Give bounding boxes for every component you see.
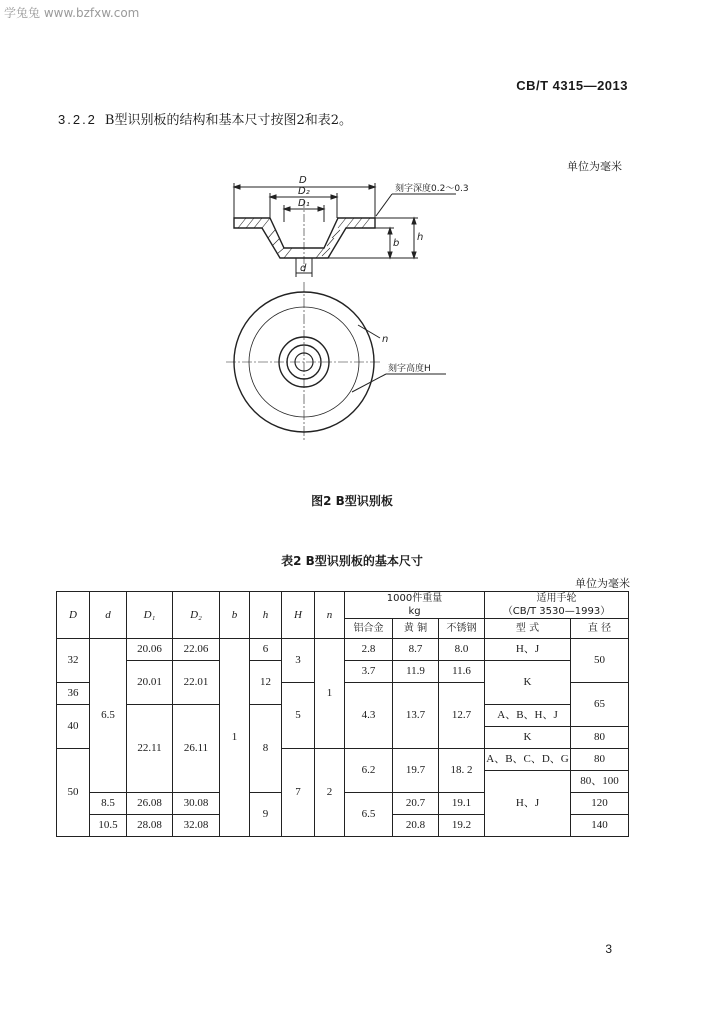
- cell-diameter: 140: [571, 815, 629, 837]
- cell-stainless: 19.2: [439, 815, 485, 837]
- cell-D2: 22.06: [173, 639, 220, 661]
- cell-aluminum: 4.3: [345, 683, 393, 749]
- table-unit-note: 单位为毫米: [575, 577, 630, 590]
- cell-type: H、J: [485, 639, 571, 661]
- clause-text: B型识别板的结构和基本尺寸按图2和表2。: [104, 113, 353, 128]
- cell-type: A、B、H、J: [485, 705, 571, 727]
- header-type: 型 式: [485, 619, 571, 639]
- cell-D2: 26.11: [173, 705, 220, 793]
- section-hatching-left: [238, 218, 292, 258]
- cell-d: 6.5: [90, 639, 127, 793]
- watermark: 学兔兔 www.bzfxw.com: [4, 6, 140, 20]
- cell-h: 6: [250, 639, 282, 661]
- label-n: n: [382, 334, 389, 345]
- label-b: b: [393, 238, 400, 249]
- clause-number: 3.2.2: [58, 112, 97, 127]
- header-D1: D₁: [127, 592, 173, 639]
- cell-type: K: [485, 727, 571, 749]
- header-weight: 1000件重量: [386, 593, 443, 604]
- header-weight-unit: kg: [408, 606, 421, 617]
- cell-type: H、J: [485, 771, 571, 837]
- cell-D2: 30.08: [173, 793, 220, 815]
- cell-D: 40: [57, 705, 90, 749]
- cell-diameter: 80、100: [571, 771, 629, 793]
- cell-D1: 26.08: [127, 793, 173, 815]
- engrave-depth-leader: [376, 194, 392, 216]
- label-D2: D₂: [298, 186, 310, 197]
- cell-d: 8.5: [90, 793, 127, 815]
- cell-brass: 11.9: [393, 661, 439, 683]
- cell-brass: 20.7: [393, 793, 439, 815]
- section-hatching-right: [316, 218, 370, 258]
- cell-D1: 28.08: [127, 815, 173, 837]
- label-engrave-height: 刻字高度H: [388, 364, 431, 374]
- header-H: H: [282, 592, 315, 639]
- label-D: D: [299, 175, 307, 186]
- header-handwheel-group: [485, 592, 629, 619]
- cell-stainless: 11.6: [439, 661, 485, 683]
- cell-aluminum: 6.5: [345, 793, 393, 837]
- label-D1: D₁: [298, 198, 310, 209]
- cell-diameter: 120: [571, 793, 629, 815]
- cell-diameter: 50: [571, 639, 629, 683]
- cell-D1: 22.11: [127, 705, 173, 793]
- header-h: h: [250, 592, 282, 639]
- cell-aluminum: 6.2: [345, 749, 393, 793]
- header-d: d: [90, 592, 127, 639]
- header-D2: D₂: [173, 592, 220, 639]
- cell-H: 3: [282, 639, 315, 683]
- cell-h: 12: [250, 661, 282, 705]
- cell-stainless: 19.1: [439, 793, 485, 815]
- cell-D: 36: [57, 683, 90, 705]
- label-d: d: [300, 263, 307, 274]
- cell-stainless: 8.0: [439, 639, 485, 661]
- header-brass: 黄 铜: [393, 619, 439, 639]
- header-handwheel: 适用手轮: [536, 593, 577, 604]
- cell-aluminum: 2.8: [345, 639, 393, 661]
- cell-type: K: [485, 661, 571, 705]
- cell-n: 2: [315, 749, 345, 837]
- cell-D1: 20.01: [127, 661, 173, 705]
- header-stainless: 不锈钢: [439, 619, 485, 639]
- cell-type: A、B、C、D、G: [485, 749, 571, 771]
- dimensions-table: [56, 591, 629, 837]
- cell-brass: 13.7: [393, 683, 439, 749]
- section-outline: [234, 218, 375, 258]
- cell-d: 10.5: [90, 815, 127, 837]
- figure-caption: 图2 B型识别板: [311, 494, 393, 508]
- cell-D: 32: [57, 639, 90, 683]
- page-number: 3: [605, 942, 612, 956]
- cell-brass: 19.7: [393, 749, 439, 793]
- standard-number: CB/T 4315—2013: [516, 78, 628, 93]
- cell-n: 1: [315, 639, 345, 749]
- cell-brass: 8.7: [393, 639, 439, 661]
- header-b: b: [220, 592, 250, 639]
- table-caption: 表2 B型识别板的基本尺寸: [281, 554, 423, 568]
- cell-b: 1: [220, 639, 250, 837]
- cell-D1: 20.06: [127, 639, 173, 661]
- cell-H: 5: [282, 683, 315, 749]
- header-diameter: 直 径: [571, 619, 629, 639]
- cell-D2: 22.01: [173, 661, 220, 705]
- cell-stainless: 18. 2: [439, 749, 485, 793]
- cell-D: 50: [57, 749, 90, 837]
- label-h: h: [417, 232, 424, 243]
- cell-diameter: 80: [571, 749, 629, 771]
- figure-unit-note: 单位为毫米: [567, 160, 622, 173]
- cell-diameter: 80: [571, 727, 629, 749]
- table-row: [57, 639, 629, 661]
- cell-D2: 32.08: [173, 815, 220, 837]
- cell-stainless: 12.7: [439, 683, 485, 749]
- cell-diameter: 65: [571, 683, 629, 727]
- header-weight-group: [345, 592, 485, 619]
- header-D: D: [57, 592, 90, 639]
- label-engrave-depth: 刻字深度0.2～0.3: [395, 184, 469, 194]
- cell-h: 9: [250, 793, 282, 837]
- header-n: n: [315, 592, 345, 639]
- cell-aluminum: 3.7: [345, 661, 393, 683]
- header-handwheel-std: （CB/T 3530—1993）: [502, 606, 611, 617]
- cell-brass: 20.8: [393, 815, 439, 837]
- technical-drawing: [0, 0, 704, 480]
- header-aluminum: 铝合金: [345, 619, 393, 639]
- cell-h: 8: [250, 705, 282, 793]
- cell-H: 7: [282, 749, 315, 837]
